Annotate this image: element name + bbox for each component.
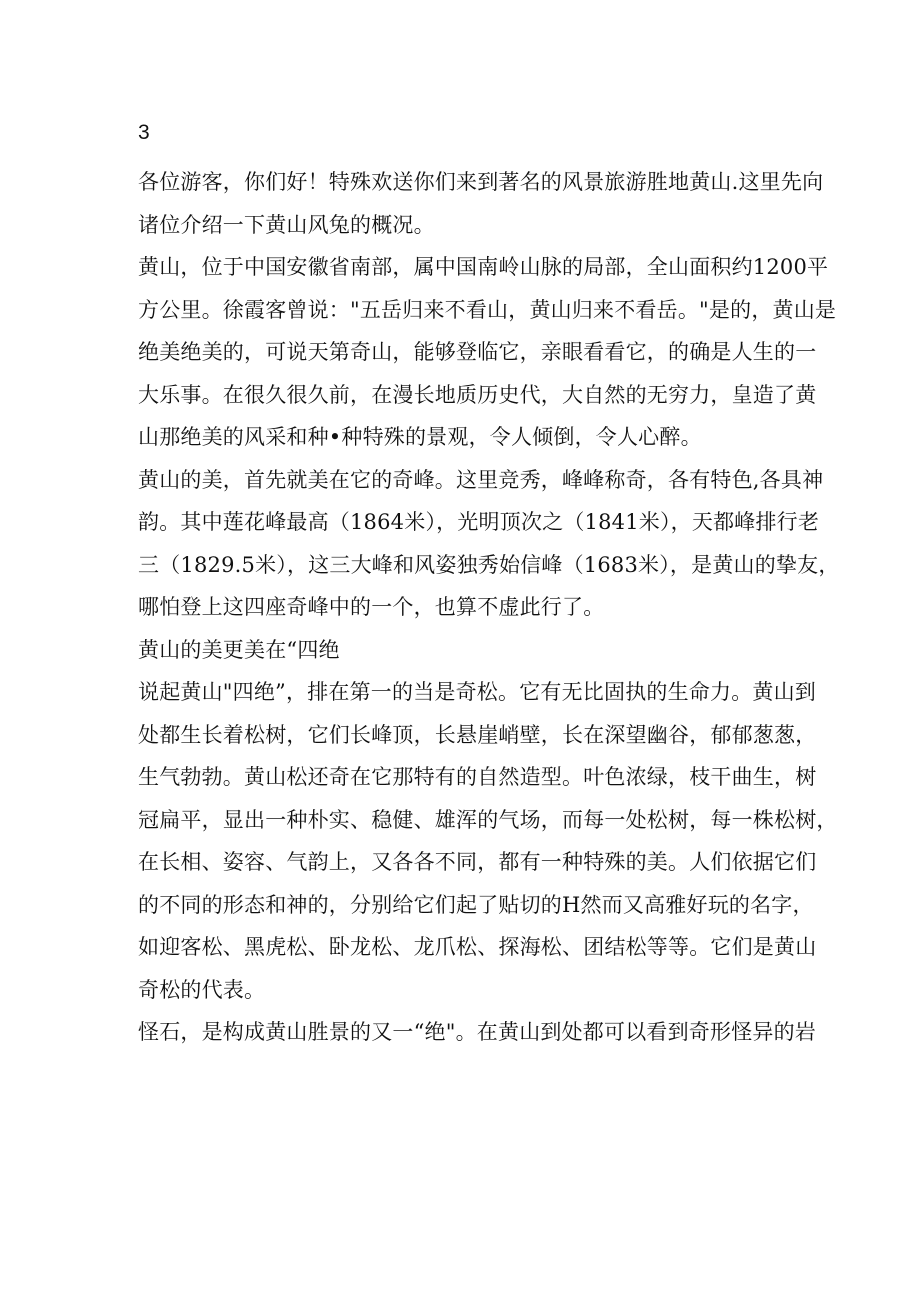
text-line: 诸位介绍一下黄山风兔的概况。 [138,212,435,237]
text-line: 绝美绝美的，可说天第奇山，能够登临它，亲眼看看它，的确是人生的一 [138,340,817,364]
paragraph-overview [138,246,837,459]
paragraph-rocks [138,1011,816,1054]
text-line: 奇松的代表。 [138,977,266,1002]
text-line: 冠扁平，显出一种朴实、稳健、雄浑的气场，而每一处松树，每一株松树， [138,807,838,832]
text-line: 怪石，是构成黄山胜景的又一“绝"。在黄山到处都可以看到奇形怪异的岩 [138,1020,816,1044]
text-line: 黄山的美，首先就美在它的奇峰。这里竞秀，峰峰称奇，各有特色,各具神 [138,467,824,492]
text-line: 各位游客，你们好！特殊欢送你们来到著名的风景旅游胜地黄山.这里先向 [138,170,824,194]
text-line: 在长相、姿容、气韵上，又各各不同，都有一种特殊的美。人们依据它们 [138,850,817,874]
document-body [138,161,840,1054]
text-line: 三（1829.5米），这三大峰和风姿独秀始信峰（1683米），是黄山的挚友， [138,552,840,577]
text-line: 黄山的美更美在“四绝 [138,637,340,662]
text-line: 处都生长着松树，它们长峰顶，长悬崖峭壁，长在深望幽谷，郁郁葱葱， [138,722,817,747]
text-line: 说起黄山"四绝”，排在第一的当是奇松。它有无比固执的生命力。黄山到 [138,680,816,704]
text-line: 如迎客松、黑虎松、卧龙松、龙爪松、探海松、团结松等等。它们是黄山 [138,935,817,959]
text-line: 的不同的形态和神的，分别给它们起了贴切的H然而又高雅好玩的名字， [138,892,814,917]
paragraph-peaks [138,459,840,629]
text-line: 哪怕登上这四座奇峰中的一个，也算不虚此行了。 [138,595,605,619]
paragraph-pines [138,671,838,1011]
text-line: 生气勃勃。黄山松还奇在它那特有的自然造型。叶色浓绿，枝干曲生，树 [138,765,817,789]
text-line: 黄山，位于中国安徽省南部，属中国南岭山脉的局部，全山面积约1200平 [138,255,829,279]
text-line: 方公里。徐霞客曾说："五岳归来不看山，黄山归来不看岳。"是的，黄山是 [138,297,837,322]
page-number: 3 [138,121,150,144]
text-line: 韵。其中莲花峰最高（1864米），光明顶次之（1841米），天都峰排行老 [138,510,820,534]
text-line: 大乐事。在很久很久前，在漫长地质历史代，大自然的无穷力，皇造了黄 [138,382,817,407]
text-line: 山那绝美的风采和种•种特殊的景观，令人倾倒，令人心醉。 [138,425,702,449]
paragraph-greeting [138,161,824,246]
paragraph-four-wonders-heading [138,629,788,672]
